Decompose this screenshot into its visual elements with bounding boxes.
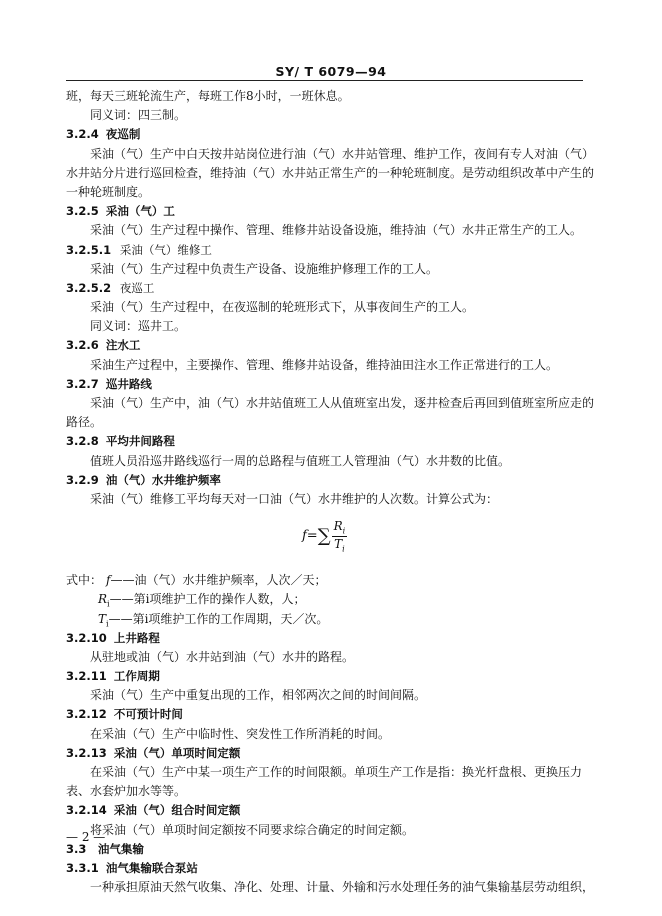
paragraph-line: 值班人员沿巡井路线巡行一周的总路程与值班工人管理油（气）水井数的比值。 [90, 453, 511, 468]
page-number: — 2 — [66, 830, 106, 844]
section-heading-3-2-12 [66, 705, 586, 724]
header-rule [66, 80, 583, 81]
section-number: 3.2.10 [66, 630, 107, 645]
paragraph-line: 采油（气）生产中白天按井站岗位进行油（气）水井站管理、维护工作，夜间有专人对油（气） [90, 146, 595, 161]
where-desc: ——第i项维护工作的操作人数，人； [109, 592, 306, 607]
synonym-line: 同义词：四三制。 [90, 108, 187, 123]
section-number: 3.2.11 [66, 669, 107, 684]
section-heading-3-2-8 [66, 432, 586, 451]
paragraph-line: 水井站分片进行巡回检查，维持油（气）水井站正常生产的一种轮班制度。是劳动组织改革中产生的 [66, 165, 595, 180]
section-title: 采油（气）单项时间定额 [113, 745, 241, 760]
section-heading-3-2-5-1 [66, 241, 586, 260]
section-number: 3.2.5.1 [66, 242, 112, 257]
formula [66, 509, 586, 571]
where-desc: ——油（气）水井维护频率，人次／天； [110, 573, 327, 588]
formula-where-line [66, 610, 586, 629]
section-heading-3-3 [66, 840, 586, 859]
section-title: 巡井路线 [105, 376, 152, 391]
section-number: 3.2.12 [66, 707, 107, 722]
where-var: R [98, 592, 108, 607]
section-number: 3.2.14 [66, 803, 107, 818]
section-number: 3.2.4 [66, 127, 99, 142]
where-var-subscript: i [106, 618, 109, 628]
section-title: 注水工 [105, 338, 141, 353]
section-number: 3.2.5 [66, 204, 99, 219]
section-heading-3-2-11 [66, 667, 586, 686]
numerator-var: R [333, 519, 343, 534]
formula-denominator [332, 537, 348, 553]
section-title: 油（气）水井维护频率 [105, 472, 221, 487]
section-heading-3-2-13 [66, 744, 586, 763]
paragraph-line: 采油生产过程中，主要操作、管理、维修井站设备，维持油田注水工作正常进行的工人。 [90, 357, 559, 372]
section-title: 采油（气）组合时间定额 [113, 803, 241, 818]
section-heading-3-2-4 [66, 125, 586, 144]
section-title: 夜巡制 [105, 127, 141, 142]
section-title: 采油（气）工 [105, 204, 175, 219]
section-title: 工作周期 [113, 669, 160, 684]
section-number: 3.2.9 [66, 472, 99, 487]
section-heading-3-2-9 [66, 471, 586, 490]
paragraph-line: 班，每天三班轮流生产，每班工作8小时，一班休息。 [66, 89, 350, 103]
section-number: 3.2.5.2 [66, 280, 112, 295]
paragraph-line: 采油（气）生产过程中，在夜巡制的轮班形式下，从事夜间生产的工人。 [90, 300, 475, 315]
formula-lhs: f= [302, 528, 318, 544]
formula-where-line [66, 571, 586, 590]
synonym-line: 同义词：巡井工。 [90, 319, 187, 334]
formula-fraction [332, 519, 348, 553]
section-title: 油气集输 [97, 841, 144, 856]
section-heading-3-2-14 [66, 801, 586, 820]
section-title: 夜巡工 [119, 280, 155, 295]
paragraph-line: 采油（气）生产中，油（气）水井站值班工人从值班室出发，逐井检查后再回到值班室所应走的 [90, 396, 595, 410]
section-heading-3-2-5 [66, 202, 586, 221]
section-number: 3.2.8 [66, 434, 99, 449]
where-var-subscript: i [107, 599, 110, 609]
paragraph-line: 一种轮班制度。 [66, 184, 151, 199]
section-number: 3.2.13 [66, 745, 107, 760]
where-desc: ——第i项维护工作的工作周期，天／次。 [108, 611, 329, 626]
where-var: f [106, 573, 111, 588]
section-number: 3.2.6 [66, 338, 99, 353]
section-title: 平均井间路程 [105, 434, 175, 449]
paragraph-line: 采油（气）生产过程中负责生产设备、设施维护修理工作的工人。 [90, 261, 439, 276]
paragraph-line: 一种承担原油天然气收集、净化、处理、计量、外输和污水处理任务的油气集输基层劳动组织， [90, 880, 595, 895]
standard-code-header: SY/ T 6079—94 [275, 64, 387, 79]
section-number: 3.3.1 [66, 860, 99, 875]
paragraph-line: 将采油（气）单项时间定额按不同要求综合确定的时间定额。 [90, 822, 415, 837]
section-heading-3-2-10 [66, 629, 586, 648]
formula-numerator [332, 519, 348, 536]
section-title: 油气集输联合泵站 [105, 860, 198, 875]
paragraph-line: 路径。 [66, 415, 103, 430]
formula-where-line [66, 590, 586, 609]
section-number: 3.2.7 [66, 376, 99, 391]
section-number: 3.3 [66, 841, 87, 856]
paragraph-line: 采油（气）维修工平均每天对一口油（气）水井维护的人次数。计算公式为： [90, 491, 499, 506]
sigma-symbol: ∑ [317, 525, 331, 547]
formula-expression [302, 519, 347, 553]
denominator-subscript: i [342, 543, 345, 553]
paragraph-line: 表、水套炉加水等等。 [66, 784, 187, 799]
paragraph-line: 采油（气）生产中重复出现的工作，相邻两次之间的时间间隔。 [90, 688, 427, 703]
section-title: 不可预计时间 [113, 707, 183, 722]
paragraph-line: 从驻地或油（气）水井站到油（气）水井的路程。 [90, 649, 355, 664]
section-heading-3-3-1 [66, 859, 586, 878]
section-heading-3-2-7 [66, 375, 586, 394]
where-label: 式中： [66, 573, 103, 588]
section-title: 上井路程 [113, 630, 160, 645]
denominator-var: T [334, 536, 343, 551]
paragraph-line: 在采油（气）生产中某一项生产工作的时间限额。单项生产工作是指：换光杆盘根、更换压力 [90, 765, 583, 779]
section-title: 采油（气）维修工 [119, 242, 212, 257]
paragraph-line: 在采油（气）生产中临时性、突发性工作所消耗的时间。 [90, 726, 391, 741]
document-body [66, 87, 595, 897]
where-var: T [98, 611, 107, 626]
numerator-subscript: i [342, 526, 346, 536]
section-heading-3-2-5-2 [66, 279, 586, 298]
paragraph-line: 采油（气）生产过程中操作、管理、维修井站设备设施，维持油（气）水井正常生产的工人。 [90, 223, 583, 238]
section-heading-3-2-6 [66, 336, 586, 355]
